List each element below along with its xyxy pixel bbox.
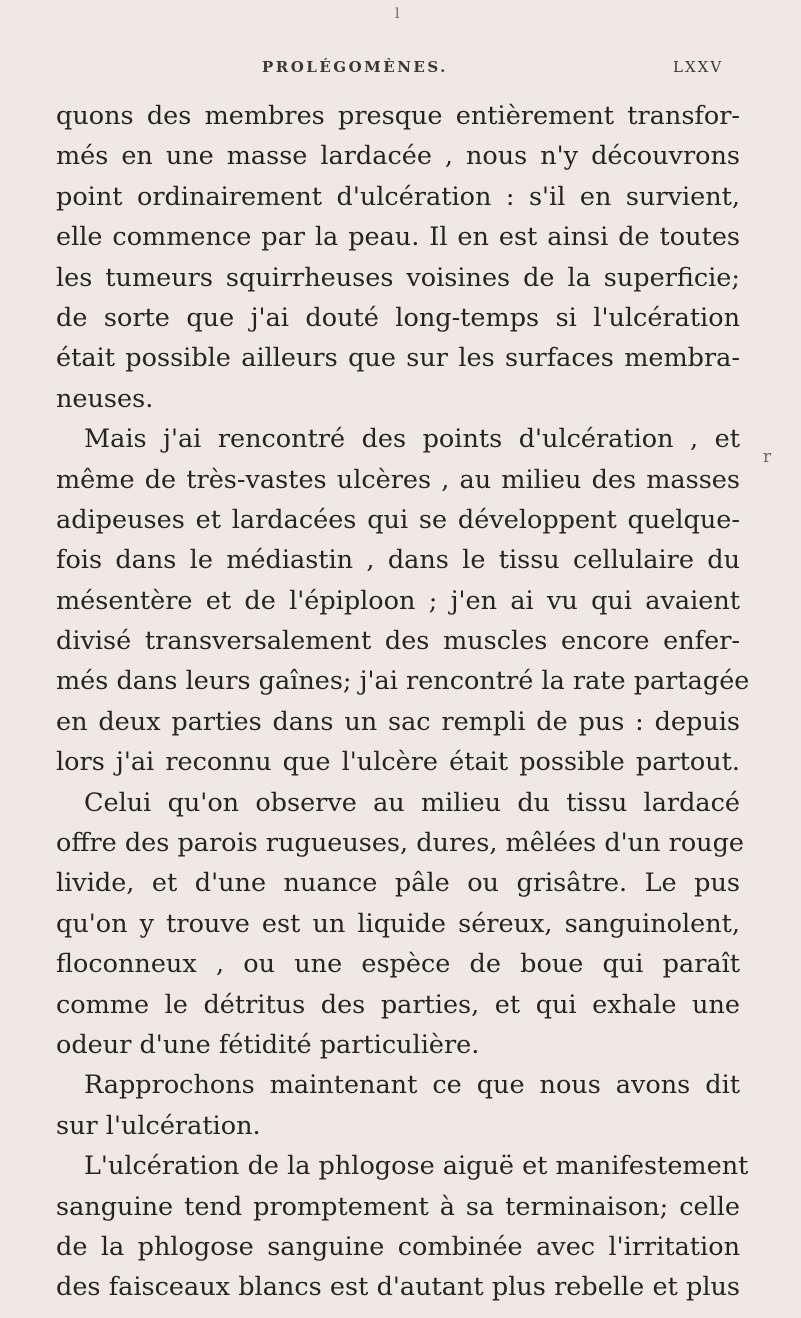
running-title: PROLÉGOMÈNES. — [262, 58, 448, 76]
text-line: neuses. — [56, 383, 154, 414]
text-line: les tumeurs squirrheuses voisines de la superficie; — [56, 262, 740, 293]
text-line: mésentère et de l'épiploon ; j'en ai vu qui avaient — [56, 585, 740, 616]
text-line: de sorte que j'ai douté long-temps si l'ulcération — [56, 302, 740, 333]
text-line: fois dans le médiastin , dans le tissu cellulaire du — [56, 545, 740, 576]
text-line: point ordinairement d'ulcération : s'il en survient, — [56, 181, 740, 212]
text-line: L'ulcération de la phlogose aiguë et manifestement — [84, 1151, 749, 1182]
text-line: Rapprochons maintenant ce que nous avons dit — [84, 1070, 740, 1101]
text-line: de la phlogose sanguine combinée avec l'irritation — [56, 1231, 740, 1262]
text-line: sur l'ulcération. — [56, 1110, 261, 1141]
margin-mark: r — [763, 447, 772, 467]
text-line: quons des membres presque entièrement transfor- — [56, 101, 740, 131]
text-line: qu'on y trouve est un liquide séreux, sanguinolent, — [56, 908, 740, 939]
text-line: offre des parois rugueuses, dures, mêlées d'un rouge — [56, 828, 745, 859]
text-line: lors j'ai reconnu que l'ulcère était possible partout. — [56, 747, 740, 778]
text-line: més en une masse lardacée , nous n'y découvrons — [56, 141, 740, 172]
text-line: més dans leurs gaînes; j'ai rencontré la rate partagée — [56, 666, 750, 697]
text-line: Mais j'ai rencontré des points d'ulcération , et — [84, 424, 740, 455]
text-line: en deux parties dans un sac rempli de pus : depuis — [56, 706, 740, 737]
text-line: livide, et d'une nuance pâle ou grisâtre. Le pus — [56, 868, 740, 899]
text-line: odeur d'une fétidité particulière. — [56, 1029, 480, 1060]
text-line: adipeuses et lardacées qui se développent quelque- — [56, 504, 740, 535]
top-mark: l — [395, 6, 400, 22]
text-line: comme le détritus des parties, et qui exhale une — [56, 989, 740, 1020]
body-text — [56, 96, 750, 1308]
text-line: sanguine tend promptement à sa terminaison; celle — [56, 1191, 740, 1222]
text-line: elle commence par la peau. Il en est ainsi de toutes — [56, 222, 740, 253]
text-line: Celui qu'on observe au milieu du tissu lardacé — [84, 787, 740, 818]
page-number: LXXV — [673, 58, 724, 76]
text-line: divisé transversalement des muscles encore enfer- — [56, 626, 740, 657]
text-line: même de très-vastes ulcères , au milieu des masses — [56, 464, 740, 495]
text-line: était possible ailleurs que sur les surfaces membra- — [56, 343, 740, 374]
text-line: des faisceaux blancs est d'autant plus rebelle et plus — [56, 1272, 740, 1303]
page-header — [0, 58, 801, 88]
text-line: floconneux , ou une espèce de boue qui paraît — [56, 949, 740, 980]
